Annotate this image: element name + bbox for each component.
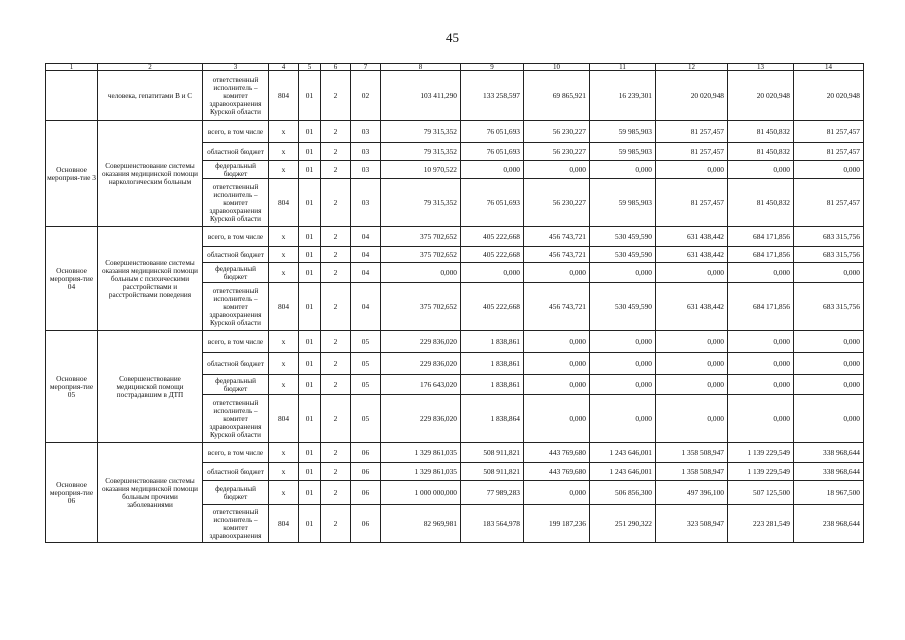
amount-cell: 1 838,861 xyxy=(461,353,524,375)
code-cell: 2 xyxy=(321,263,351,283)
amount-cell: 0,000 xyxy=(590,161,656,179)
code-cell: 2 xyxy=(321,179,351,227)
code-cell: 06 xyxy=(351,505,381,543)
header-cell: 8 xyxy=(381,64,461,71)
amount-cell: 0,000 xyxy=(794,263,864,283)
funding-source-cell: ответственный исполнитель – комитет здравоохранения Курской области xyxy=(203,283,269,331)
funding-source-cell: ответственный исполнитель – комитет здравоохранения Курской области xyxy=(203,179,269,227)
code-cell: 804 xyxy=(269,71,299,121)
code-cell: 804 xyxy=(269,505,299,543)
code-cell: 01 xyxy=(299,227,321,247)
amount-cell: 631 438,442 xyxy=(656,227,728,247)
code-cell: 01 xyxy=(299,375,321,395)
amount-cell: 1 139 229,549 xyxy=(728,463,794,481)
amount-cell: 79 315,352 xyxy=(381,143,461,161)
code-cell: 01 xyxy=(299,247,321,263)
amount-cell: 497 396,100 xyxy=(656,481,728,505)
amount-cell: 229 836,020 xyxy=(381,395,461,443)
amount-cell: 0,000 xyxy=(590,263,656,283)
funding-source-cell: областной бюджет xyxy=(203,247,269,263)
code-cell: 04 xyxy=(351,247,381,263)
amount-cell: 20 020,948 xyxy=(656,71,728,121)
header-cell: 14 xyxy=(794,64,864,71)
code-cell: 2 xyxy=(321,375,351,395)
code-cell: 06 xyxy=(351,443,381,463)
code-cell: 2 xyxy=(321,481,351,505)
amount-cell: 183 564,978 xyxy=(461,505,524,543)
amount-cell: 0,000 xyxy=(656,395,728,443)
header-cell: 10 xyxy=(524,64,590,71)
code-cell: x xyxy=(269,227,299,247)
header-row xyxy=(46,64,864,71)
amount-cell: 76 051,693 xyxy=(461,121,524,143)
amount-cell: 0,000 xyxy=(728,375,794,395)
code-cell: 02 xyxy=(351,71,381,121)
amount-cell: 456 743,721 xyxy=(524,283,590,331)
code-cell: 03 xyxy=(351,143,381,161)
amount-cell: 0,000 xyxy=(728,331,794,353)
amount-cell: 56 230,227 xyxy=(524,143,590,161)
code-cell: 04 xyxy=(351,227,381,247)
budget-table xyxy=(45,63,864,543)
amount-cell: 405 222,668 xyxy=(461,247,524,263)
amount-cell: 82 969,981 xyxy=(381,505,461,543)
amount-cell: 530 459,590 xyxy=(590,247,656,263)
amount-cell: 0,000 xyxy=(794,161,864,179)
funding-source-cell: федеральный бюджет xyxy=(203,161,269,179)
header-cell: 11 xyxy=(590,64,656,71)
amount-cell: 0,000 xyxy=(656,375,728,395)
funding-source-cell: всего, в том числе xyxy=(203,443,269,463)
table-row xyxy=(46,121,864,143)
amount-cell: 405 222,668 xyxy=(461,283,524,331)
funding-source-cell: областной бюджет xyxy=(203,463,269,481)
amount-cell: 238 968,644 xyxy=(794,505,864,543)
amount-cell: 0,000 xyxy=(656,161,728,179)
amount-cell: 338 968,644 xyxy=(794,443,864,463)
amount-cell: 375 702,652 xyxy=(381,247,461,263)
amount-cell: 530 459,590 xyxy=(590,283,656,331)
amount-cell: 133 258,597 xyxy=(461,71,524,121)
amount-cell: 508 911,821 xyxy=(461,443,524,463)
amount-cell: 684 171,856 xyxy=(728,227,794,247)
header-cell: 1 xyxy=(46,64,98,71)
table-row xyxy=(46,71,864,121)
amount-cell: 405 222,668 xyxy=(461,227,524,247)
funding-source-cell: всего, в том числе xyxy=(203,331,269,353)
code-cell: 01 xyxy=(299,263,321,283)
funding-source-cell: ответственный исполнитель – комитет здравоохранения Курской области xyxy=(203,395,269,443)
amount-cell: 81 450,832 xyxy=(728,121,794,143)
code-cell: x xyxy=(269,161,299,179)
amount-cell: 508 911,821 xyxy=(461,463,524,481)
code-cell: 06 xyxy=(351,481,381,505)
code-cell: 2 xyxy=(321,227,351,247)
amount-cell: 507 125,500 xyxy=(728,481,794,505)
code-cell: 01 xyxy=(299,179,321,227)
code-cell: 05 xyxy=(351,353,381,375)
amount-cell: 59 985,903 xyxy=(590,121,656,143)
amount-cell: 18 967,500 xyxy=(794,481,864,505)
code-cell: 01 xyxy=(299,463,321,481)
code-cell: 05 xyxy=(351,331,381,353)
amount-cell: 199 187,236 xyxy=(524,505,590,543)
amount-cell: 0,000 xyxy=(728,161,794,179)
amount-cell: 76 051,693 xyxy=(461,143,524,161)
amount-cell: 69 865,921 xyxy=(524,71,590,121)
code-cell: 03 xyxy=(351,179,381,227)
code-cell: x xyxy=(269,463,299,481)
amount-cell: 81 257,457 xyxy=(794,143,864,161)
amount-cell: 0,000 xyxy=(656,353,728,375)
amount-cell: 223 281,549 xyxy=(728,505,794,543)
header-cell: 7 xyxy=(351,64,381,71)
amount-cell: 1 838,861 xyxy=(461,331,524,353)
funding-source-cell: областной бюджет xyxy=(203,353,269,375)
code-cell: 05 xyxy=(351,375,381,395)
code-cell: 04 xyxy=(351,283,381,331)
amount-cell: 0,000 xyxy=(728,263,794,283)
amount-cell: 81 257,457 xyxy=(794,179,864,227)
amount-cell: 0,000 xyxy=(590,395,656,443)
code-cell: 2 xyxy=(321,247,351,263)
code-cell: 2 xyxy=(321,283,351,331)
amount-cell: 323 508,947 xyxy=(656,505,728,543)
activity-label-cell: Основное мероприя-тие 04 xyxy=(46,227,98,331)
code-cell: x xyxy=(269,331,299,353)
amount-cell: 59 985,903 xyxy=(590,179,656,227)
funding-source-cell: федеральный бюджет xyxy=(203,263,269,283)
code-cell: 2 xyxy=(321,395,351,443)
amount-cell: 81 257,457 xyxy=(656,121,728,143)
amount-cell: 0,000 xyxy=(524,375,590,395)
amount-cell: 0,000 xyxy=(524,395,590,443)
header-cell: 4 xyxy=(269,64,299,71)
amount-cell: 631 438,442 xyxy=(656,247,728,263)
code-cell: 804 xyxy=(269,283,299,331)
activity-description-cell: Совершенствование системы оказания медицинской помощи больным прочими заболеваниями xyxy=(98,443,203,543)
amount-cell: 456 743,721 xyxy=(524,227,590,247)
code-cell: x xyxy=(269,375,299,395)
amount-cell: 79 315,352 xyxy=(381,179,461,227)
code-cell: x xyxy=(269,481,299,505)
code-cell: 2 xyxy=(321,443,351,463)
amount-cell: 684 171,856 xyxy=(728,283,794,331)
code-cell: 05 xyxy=(351,395,381,443)
code-cell: 01 xyxy=(299,505,321,543)
amount-cell: 0,000 xyxy=(728,353,794,375)
amount-cell: 1 838,861 xyxy=(461,375,524,395)
header-cell: 6 xyxy=(321,64,351,71)
amount-cell: 683 315,756 xyxy=(794,227,864,247)
code-cell: 2 xyxy=(321,71,351,121)
amount-cell: 20 020,948 xyxy=(794,71,864,121)
amount-cell: 0,000 xyxy=(656,263,728,283)
amount-cell: 456 743,721 xyxy=(524,247,590,263)
code-cell: 804 xyxy=(269,179,299,227)
amount-cell: 76 051,693 xyxy=(461,179,524,227)
code-cell: x xyxy=(269,353,299,375)
amount-cell: 229 836,020 xyxy=(381,331,461,353)
amount-cell: 375 702,652 xyxy=(381,283,461,331)
amount-cell: 10 970,522 xyxy=(381,161,461,179)
amount-cell: 443 769,680 xyxy=(524,463,590,481)
code-cell: 2 xyxy=(321,121,351,143)
amount-cell: 0,000 xyxy=(381,263,461,283)
amount-cell: 251 290,322 xyxy=(590,505,656,543)
amount-cell: 530 459,590 xyxy=(590,227,656,247)
amount-cell: 0,000 xyxy=(524,481,590,505)
amount-cell: 0,000 xyxy=(590,375,656,395)
code-cell: 01 xyxy=(299,481,321,505)
amount-cell: 1 358 508,947 xyxy=(656,443,728,463)
amount-cell: 0,000 xyxy=(728,395,794,443)
code-cell: 2 xyxy=(321,143,351,161)
funding-source-cell: всего, в том числе xyxy=(203,227,269,247)
funding-source-cell: ответственный исполнитель – комитет здравоохранения xyxy=(203,505,269,543)
amount-cell: 81 257,457 xyxy=(794,121,864,143)
amount-cell: 59 985,903 xyxy=(590,143,656,161)
funding-source-cell: федеральный бюджет xyxy=(203,481,269,505)
table-row xyxy=(46,331,864,353)
code-cell: x xyxy=(269,247,299,263)
amount-cell: 1 000 000,000 xyxy=(381,481,461,505)
activity-label-cell: Основное мероприя-тие 05 xyxy=(46,331,98,443)
code-cell: 01 xyxy=(299,71,321,121)
amount-cell: 103 411,290 xyxy=(381,71,461,121)
amount-cell: 684 171,856 xyxy=(728,247,794,263)
amount-cell: 81 257,457 xyxy=(656,143,728,161)
amount-cell: 1 329 861,035 xyxy=(381,463,461,481)
activity-label-cell: Основное мероприя-тие 06 xyxy=(46,443,98,543)
amount-cell: 1 243 646,001 xyxy=(590,443,656,463)
code-cell: 2 xyxy=(321,331,351,353)
amount-cell: 0,000 xyxy=(524,263,590,283)
code-cell: 01 xyxy=(299,143,321,161)
amount-cell: 683 315,756 xyxy=(794,247,864,263)
header-cell: 3 xyxy=(203,64,269,71)
activity-label-cell xyxy=(46,71,98,121)
code-cell: 2 xyxy=(321,353,351,375)
amount-cell: 0,000 xyxy=(524,331,590,353)
code-cell: 01 xyxy=(299,443,321,463)
amount-cell: 81 450,832 xyxy=(728,143,794,161)
amount-cell: 56 230,227 xyxy=(524,121,590,143)
code-cell: 2 xyxy=(321,505,351,543)
amount-cell: 0,000 xyxy=(461,263,524,283)
amount-cell: 81 450,832 xyxy=(728,179,794,227)
header-cell: 5 xyxy=(299,64,321,71)
header-cell: 2 xyxy=(98,64,203,71)
funding-source-cell: областной бюджет xyxy=(203,143,269,161)
amount-cell: 0,000 xyxy=(794,375,864,395)
amount-cell: 338 968,644 xyxy=(794,463,864,481)
code-cell: x xyxy=(269,121,299,143)
funding-source-cell: федеральный бюджет xyxy=(203,375,269,395)
code-cell: x xyxy=(269,263,299,283)
amount-cell: 0,000 xyxy=(794,395,864,443)
header-cell: 9 xyxy=(461,64,524,71)
page-number: 45 xyxy=(446,30,459,45)
code-cell: 804 xyxy=(269,395,299,443)
code-cell: 03 xyxy=(351,161,381,179)
amount-cell: 1 139 229,549 xyxy=(728,443,794,463)
activity-description-cell: Совершенствование системы оказания медицинской помощи наркологическим больным xyxy=(98,121,203,227)
amount-cell: 0,000 xyxy=(524,161,590,179)
header-cell: 13 xyxy=(728,64,794,71)
amount-cell: 0,000 xyxy=(794,331,864,353)
amount-cell: 79 315,352 xyxy=(381,121,461,143)
amount-cell: 0,000 xyxy=(656,331,728,353)
amount-cell: 1 838,864 xyxy=(461,395,524,443)
code-cell: 2 xyxy=(321,463,351,481)
funding-source-cell: всего, в том числе xyxy=(203,121,269,143)
code-cell: 01 xyxy=(299,283,321,331)
amount-cell: 0,000 xyxy=(524,353,590,375)
amount-cell: 0,000 xyxy=(590,331,656,353)
amount-cell: 77 989,283 xyxy=(461,481,524,505)
header-cell: 12 xyxy=(656,64,728,71)
amount-cell: 443 769,680 xyxy=(524,443,590,463)
amount-cell: 631 438,442 xyxy=(656,283,728,331)
code-cell: 01 xyxy=(299,121,321,143)
amount-cell: 81 257,457 xyxy=(656,179,728,227)
amount-cell: 56 230,227 xyxy=(524,179,590,227)
amount-cell: 1 329 861,035 xyxy=(381,443,461,463)
amount-cell: 0,000 xyxy=(794,353,864,375)
amount-cell: 176 643,020 xyxy=(381,375,461,395)
amount-cell: 229 836,020 xyxy=(381,353,461,375)
code-cell: 2 xyxy=(321,161,351,179)
table-row xyxy=(46,443,864,463)
amount-cell: 20 020,948 xyxy=(728,71,794,121)
activity-label-cell: Основное мероприя-тие 3 xyxy=(46,121,98,227)
code-cell: 03 xyxy=(351,121,381,143)
code-cell: 04 xyxy=(351,263,381,283)
activity-description-cell: Совершенствование системы оказания медицинской помощи больным с психическими расстройствами и расстройствами поведения xyxy=(98,227,203,331)
code-cell: 01 xyxy=(299,161,321,179)
code-cell: 01 xyxy=(299,353,321,375)
amount-cell: 0,000 xyxy=(590,353,656,375)
code-cell: 01 xyxy=(299,331,321,353)
amount-cell: 1 358 508,947 xyxy=(656,463,728,481)
amount-cell: 683 315,756 xyxy=(794,283,864,331)
amount-cell: 506 856,300 xyxy=(590,481,656,505)
amount-cell: 0,000 xyxy=(461,161,524,179)
amount-cell: 16 239,301 xyxy=(590,71,656,121)
amount-cell: 375 702,652 xyxy=(381,227,461,247)
funding-source-cell: ответственный исполнитель – комитет здравоохранения Курской области xyxy=(203,71,269,121)
table-row xyxy=(46,227,864,247)
activity-description-cell: человека, гепатитами В и С xyxy=(98,71,203,121)
code-cell: x xyxy=(269,143,299,161)
activity-description-cell: Совершенствование медицинской помощи пострадавшим в ДТП xyxy=(98,331,203,443)
amount-cell: 1 243 646,001 xyxy=(590,463,656,481)
code-cell: x xyxy=(269,443,299,463)
code-cell: 06 xyxy=(351,463,381,481)
code-cell: 01 xyxy=(299,395,321,443)
